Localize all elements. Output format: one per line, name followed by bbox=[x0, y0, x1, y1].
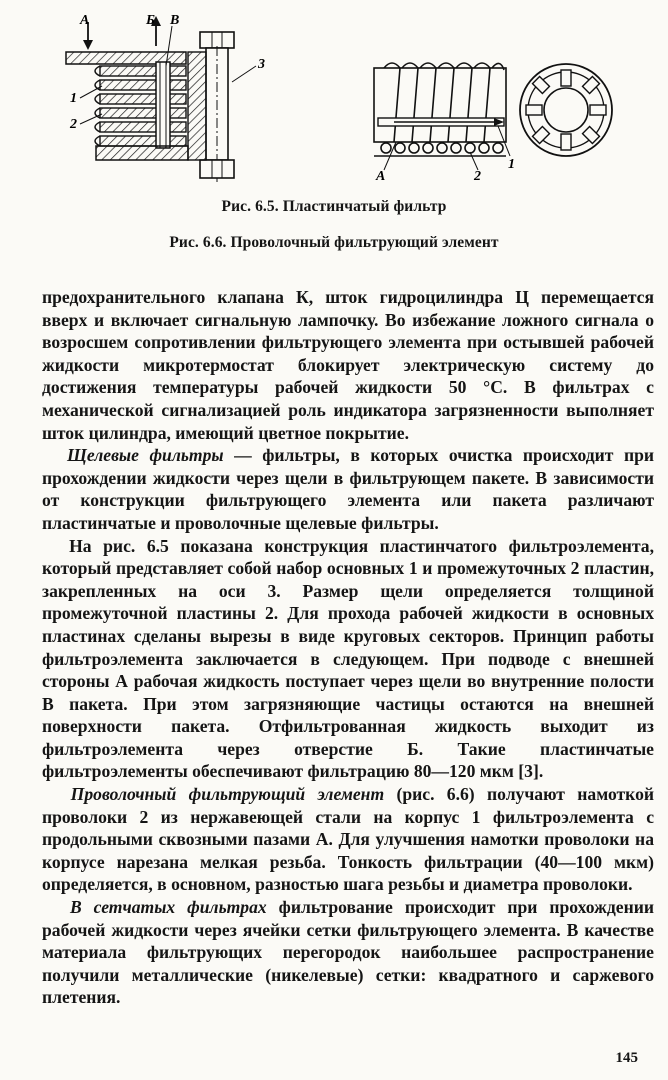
figures-area bbox=[0, 0, 668, 190]
body-text bbox=[42, 286, 654, 1009]
fig65-label-b: Б bbox=[146, 13, 155, 28]
wire-filter-text: (рис. 6.6) получают намоткой проволоки 2 из нержавеющей стали на корпус 1 фильтроэлемента с продольными сквозными пазами А. Для улучшения намотки проволоки на корпусе нарезана мелкая резьба. Тонкость фильтрации (40—100 мкм) определяется, в основном, разностью шага резьбы и диаметра проволоки. bbox=[42, 784, 654, 895]
paragraph-mesh-filters bbox=[42, 896, 654, 1009]
fig65-label-a: А bbox=[80, 13, 90, 28]
term-mesh-filters: В сетчатых фильтрах bbox=[69, 897, 267, 918]
plate-filter-text: На рис. 6.5 показана конструкция пластинчатого фильтроэлемента, который представляет собой набор основных 1 и промежуточных 2 пластин, закрепленных на оси 3. Размер щели определяется толщиной промежуточной пластины 2. Для прохода рабочей жидкости в основных пластинах сделаны вырезы в виде круговых секторов. Принцип работы фильтроэлемента заключается в следующем. При подводе с внешней стороны А рабочая жидкость поступает через щели во внутренние полости В пакета. При этом загрязняющие частицы остаются на внешней поверхности пакета. Отфильтрованная жидкость выходит из фильтроэлемента через отверстие Б. Такие пластинчатые фильтроэлементы обеспечивают фильтрацию 80—120 мкм [3]. bbox=[42, 535, 654, 782]
fig65-label-v: В bbox=[170, 13, 180, 28]
fig65-label-2: 2 bbox=[70, 117, 77, 132]
fig65-label-1: 1 bbox=[70, 91, 77, 106]
wire-filter-drawing bbox=[354, 52, 616, 184]
slot-filters-text: — фильтры, в которых очистка происходит при прохождении жидкости через щели в фильтрующем пакете. В зависимости от конструкции фильтрующего элемента или пакета различают пластинчатые и проволочные щелевые фильтры. bbox=[42, 445, 655, 533]
plate-filter-drawing bbox=[60, 6, 280, 190]
figure-6-6-caption: Рис. 6.6. Проволочный фильтрующий элемент bbox=[169, 234, 499, 251]
fig65-label-3: 3 bbox=[258, 57, 265, 72]
figure-6-5-caption: Рис. 6.5. Пластинчатый фильтр bbox=[221, 198, 447, 215]
paragraph-plate-filter bbox=[42, 535, 654, 784]
paragraph-continued: предохранительного клапана К, шток гидроцилиндра Ц перемещается вверх и включает сигнальную лампочку. Во избежание ложного сигнала о возросшем сопротивлении фильтрующего элемента при остывшей рабочей жидкости микротермостат блокирует электрическую систему до достижения температуры рабочей жидкости 50 °С. В фильтрах с механической сигнализацией роль индикатора загрязненности выполняет шток цилиндра, имеющий цветное покрытие. bbox=[42, 287, 654, 443]
fig66-label-2: 2 bbox=[474, 169, 481, 184]
term-slot-filters: Щелевые фильтры bbox=[67, 445, 224, 466]
paragraph-wire-filter bbox=[42, 783, 654, 896]
paragraph-slot-filters bbox=[42, 444, 654, 534]
page-number: 145 bbox=[615, 1050, 638, 1066]
term-wire-filter: Проволочный фильтрующий элемент bbox=[70, 784, 385, 805]
fig66-label-a: А bbox=[376, 169, 386, 184]
fig66-label-1: 1 bbox=[508, 157, 515, 172]
mesh-filters-text: фильтрование происходит при прохождении рабочей жидкости через ячейки сетки фильтрующего элемента. В качестве материала фильтрующих перегородок наибольшее распространение получили металлические (никелевые) сетки: квадратного и саржевого плетения. bbox=[42, 897, 654, 1008]
